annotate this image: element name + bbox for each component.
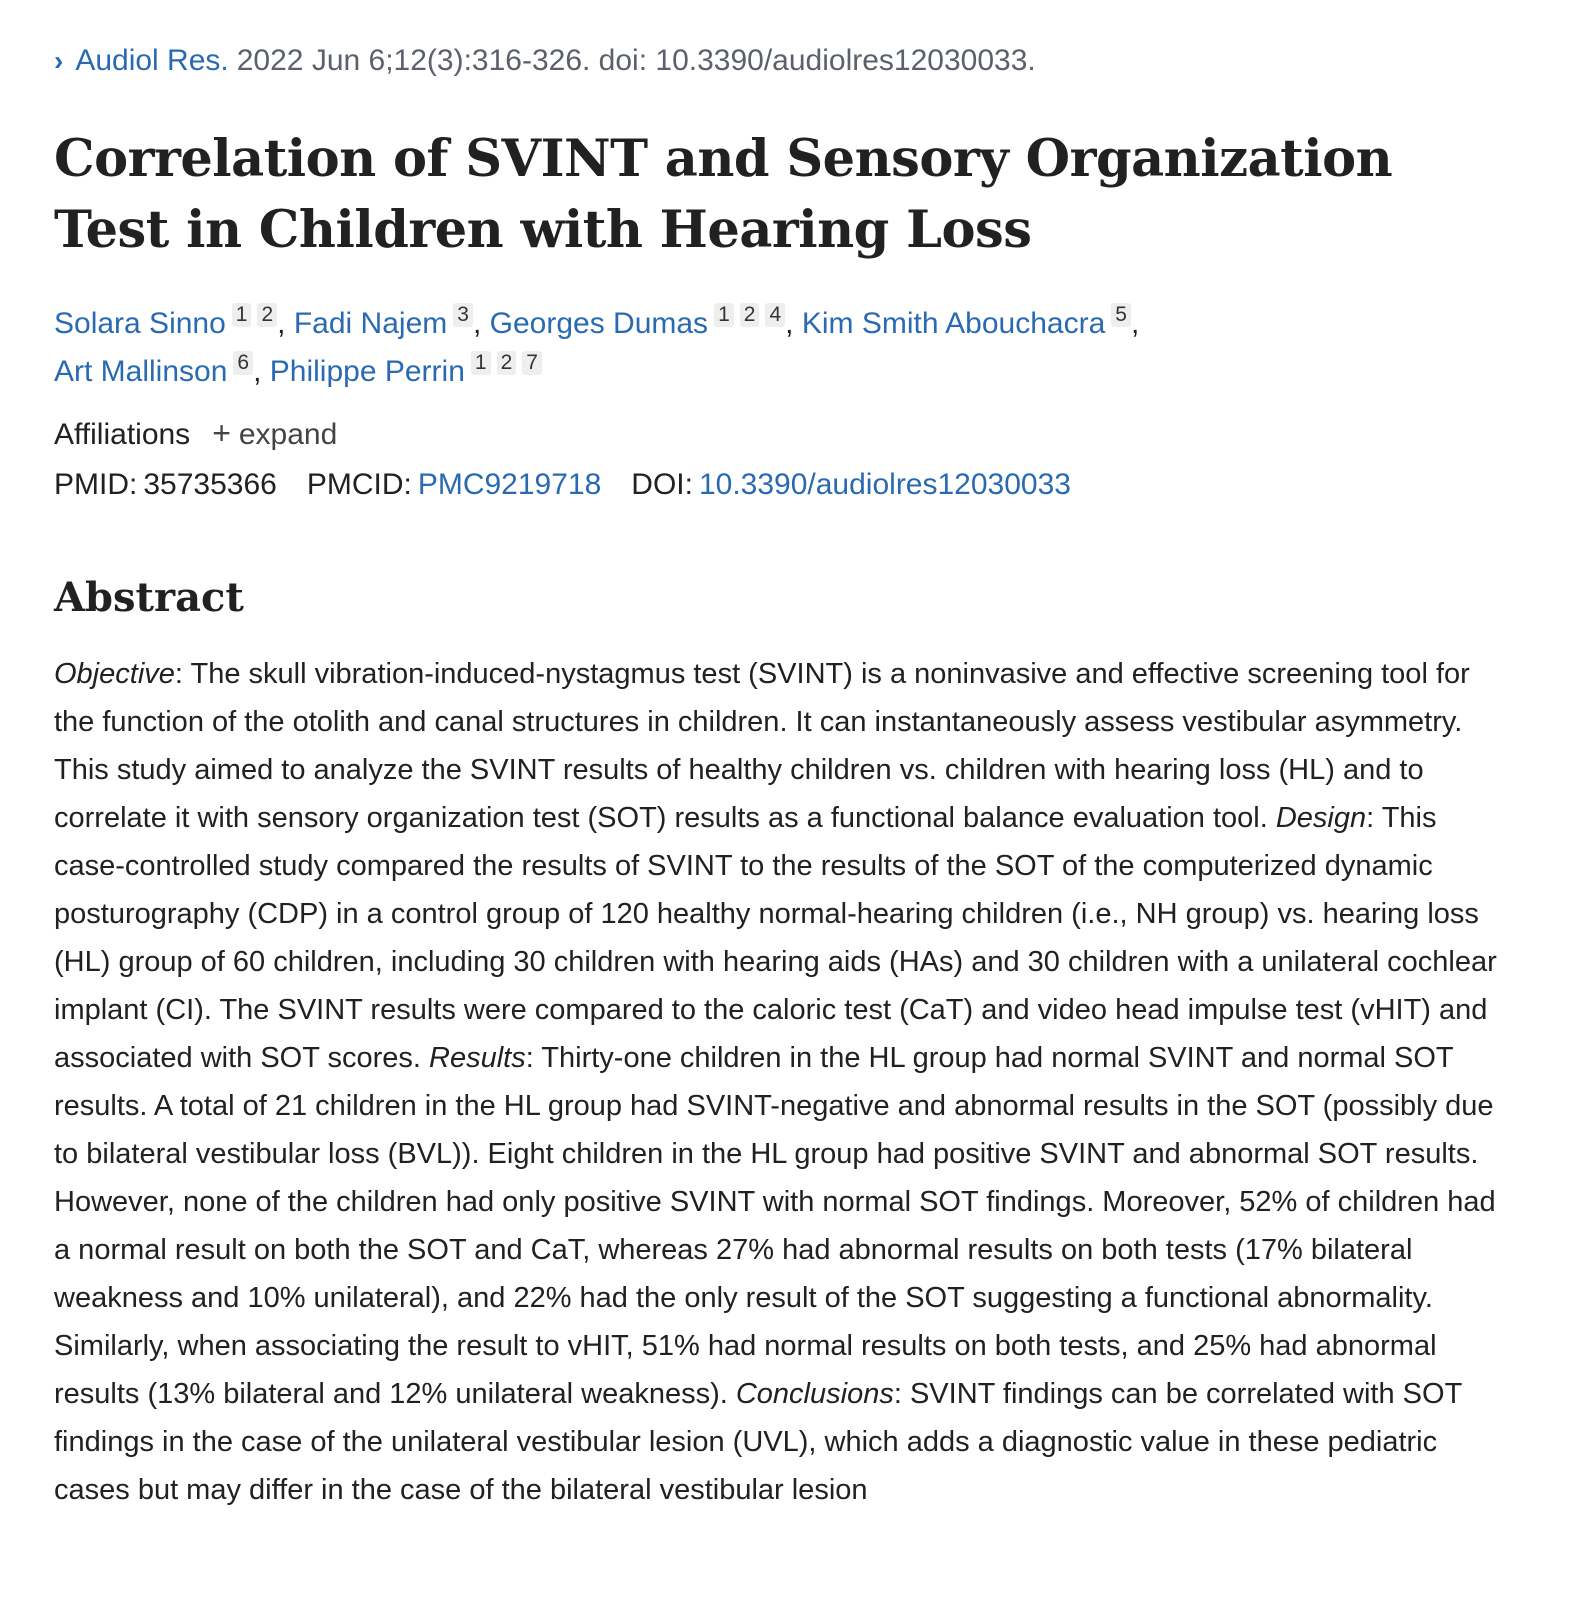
- affiliation-ref[interactable]: 7: [522, 351, 542, 375]
- affiliation-ref[interactable]: 1: [471, 351, 491, 375]
- article-title: Correlation of SVINT and Sensory Organization Test in Children with Hearing Loss: [54, 129, 1393, 260]
- affiliation-ref[interactable]: 4: [765, 303, 785, 327]
- identifiers-row: [54, 468, 1071, 502]
- pmid-value: 35735366: [143, 468, 277, 501]
- chevron-right-icon[interactable]: ›: [54, 45, 64, 76]
- design-label: Design: [1275, 802, 1367, 834]
- author-item: Georges Dumas 1 2 4 ,: [489, 303, 794, 340]
- abstract-heading: Abstract: [54, 574, 244, 621]
- journal-link[interactable]: Audiol Res.: [75, 44, 229, 77]
- author-link[interactable]: Fadi Najem: [293, 307, 448, 340]
- affiliation-ref[interactable]: 2: [740, 303, 760, 327]
- affiliations-row: [54, 415, 337, 452]
- author-item: Kim Smith Abouchacra 5 ,: [801, 303, 1140, 340]
- pmcid-label: PMCID:: [306, 468, 412, 501]
- objective-text: : The skull vibration-induced-nystagmus test (SVINT) is a noninvasive and effective screening tool for the function of the otolith and canal structures in children. It can instantaneously assess vestibular asymmetry. This study aimed to analyze the SVINT results of healthy children vs. children with hearing loss (HL) and to correlate it with sensory organization test (SOT) results as a functional balance evaluation tool.: [54, 658, 1470, 834]
- objective-label: Objective: [54, 658, 175, 690]
- affiliation-ref[interactable]: 2: [257, 303, 277, 327]
- pmid-label: PMID:: [54, 468, 138, 501]
- design-text: : This case-controlled study compared the results of SVINT to the results of the SOT of the computerized dynamic posturography (CDP) in a control group of 120 healthy normal-hearing children (i.e., NH group) vs. hearing loss (HL) group of 60 children, including 30 children with hearing aids (HAs) and 30 children with a unilateral cochlear implant (CI). The SVINT results were compared to the caloric test (CaT) and video head impulse test (vHIT) and associated with SOT scores.: [54, 802, 1497, 1074]
- affiliation-ref[interactable]: 1: [714, 303, 734, 327]
- results-label: Results: [429, 1042, 526, 1074]
- conclusions-label: Conclusions: [735, 1378, 894, 1410]
- citation-line: [54, 44, 1036, 78]
- author-link[interactable]: Art Mallinson: [54, 355, 228, 388]
- affiliation-ref[interactable]: 3: [453, 303, 473, 327]
- author-item: Fadi Najem 3 ,: [293, 303, 482, 340]
- affiliation-ref[interactable]: 5: [1111, 303, 1131, 327]
- author-link[interactable]: Solara Sinno: [54, 307, 226, 340]
- citation-details: 2022 Jun 6;12(3):316-326. doi: 10.3390/audiolres12030033.: [236, 44, 1036, 77]
- author-link[interactable]: Georges Dumas: [489, 307, 709, 340]
- results-text: : Thirty-one children in the HL group had normal SVINT and normal SOT results. A total of 21 children in the HL group had SVINT-negative and abnormal results in the SOT (possibly due to bilateral vestibular loss (BVL)). Eight children in the HL group had positive SVINT and abnormal SOT results. However, none of the children had only positive SVINT with normal SOT findings. Moreover, 52% of children had a normal result on both the SOT and CaT, whereas 27% had abnormal results on both tests (17% bilateral weakness and 10% unilateral), and 22% had the only result of the SOT suggesting a functional abnormality. Similarly, when associating the result to vHIT, 51% had normal results on both tests, and 25% had abnormal results (13% bilateral and 12% unilateral weakness).: [54, 1042, 1496, 1410]
- author-item: [269, 351, 542, 388]
- doi-link[interactable]: 10.3390/audiolres12030033: [698, 468, 1071, 501]
- doi-label: DOI:: [631, 468, 693, 501]
- affiliations-label: Affiliations: [54, 418, 191, 451]
- abstract-text: [54, 650, 1499, 1514]
- author-link[interactable]: Philippe Perrin: [269, 355, 465, 388]
- author-item: Art Mallinson 6 ,: [54, 351, 262, 388]
- conclusions-text: : SVINT findings can be correlated with SOT findings in the case of the unilateral vestibular lesion (UVL), which adds a diagnostic value in these pediatric cases but may differ in the case of the bilateral vestibular lesion: [54, 1378, 1462, 1506]
- author-item: Solara Sinno 1 2 ,: [54, 303, 286, 340]
- affiliations-expand-button[interactable]: [212, 415, 338, 451]
- author-list: [54, 300, 1514, 396]
- plus-icon: +: [212, 415, 231, 451]
- author-link[interactable]: Kim Smith Abouchacra: [801, 307, 1106, 340]
- expand-label: expand: [238, 418, 338, 451]
- affiliation-ref[interactable]: 6: [233, 351, 253, 375]
- affiliation-ref[interactable]: 1: [232, 303, 252, 327]
- pmcid-link[interactable]: PMC9219718: [417, 468, 602, 501]
- affiliation-ref[interactable]: 2: [497, 351, 517, 375]
